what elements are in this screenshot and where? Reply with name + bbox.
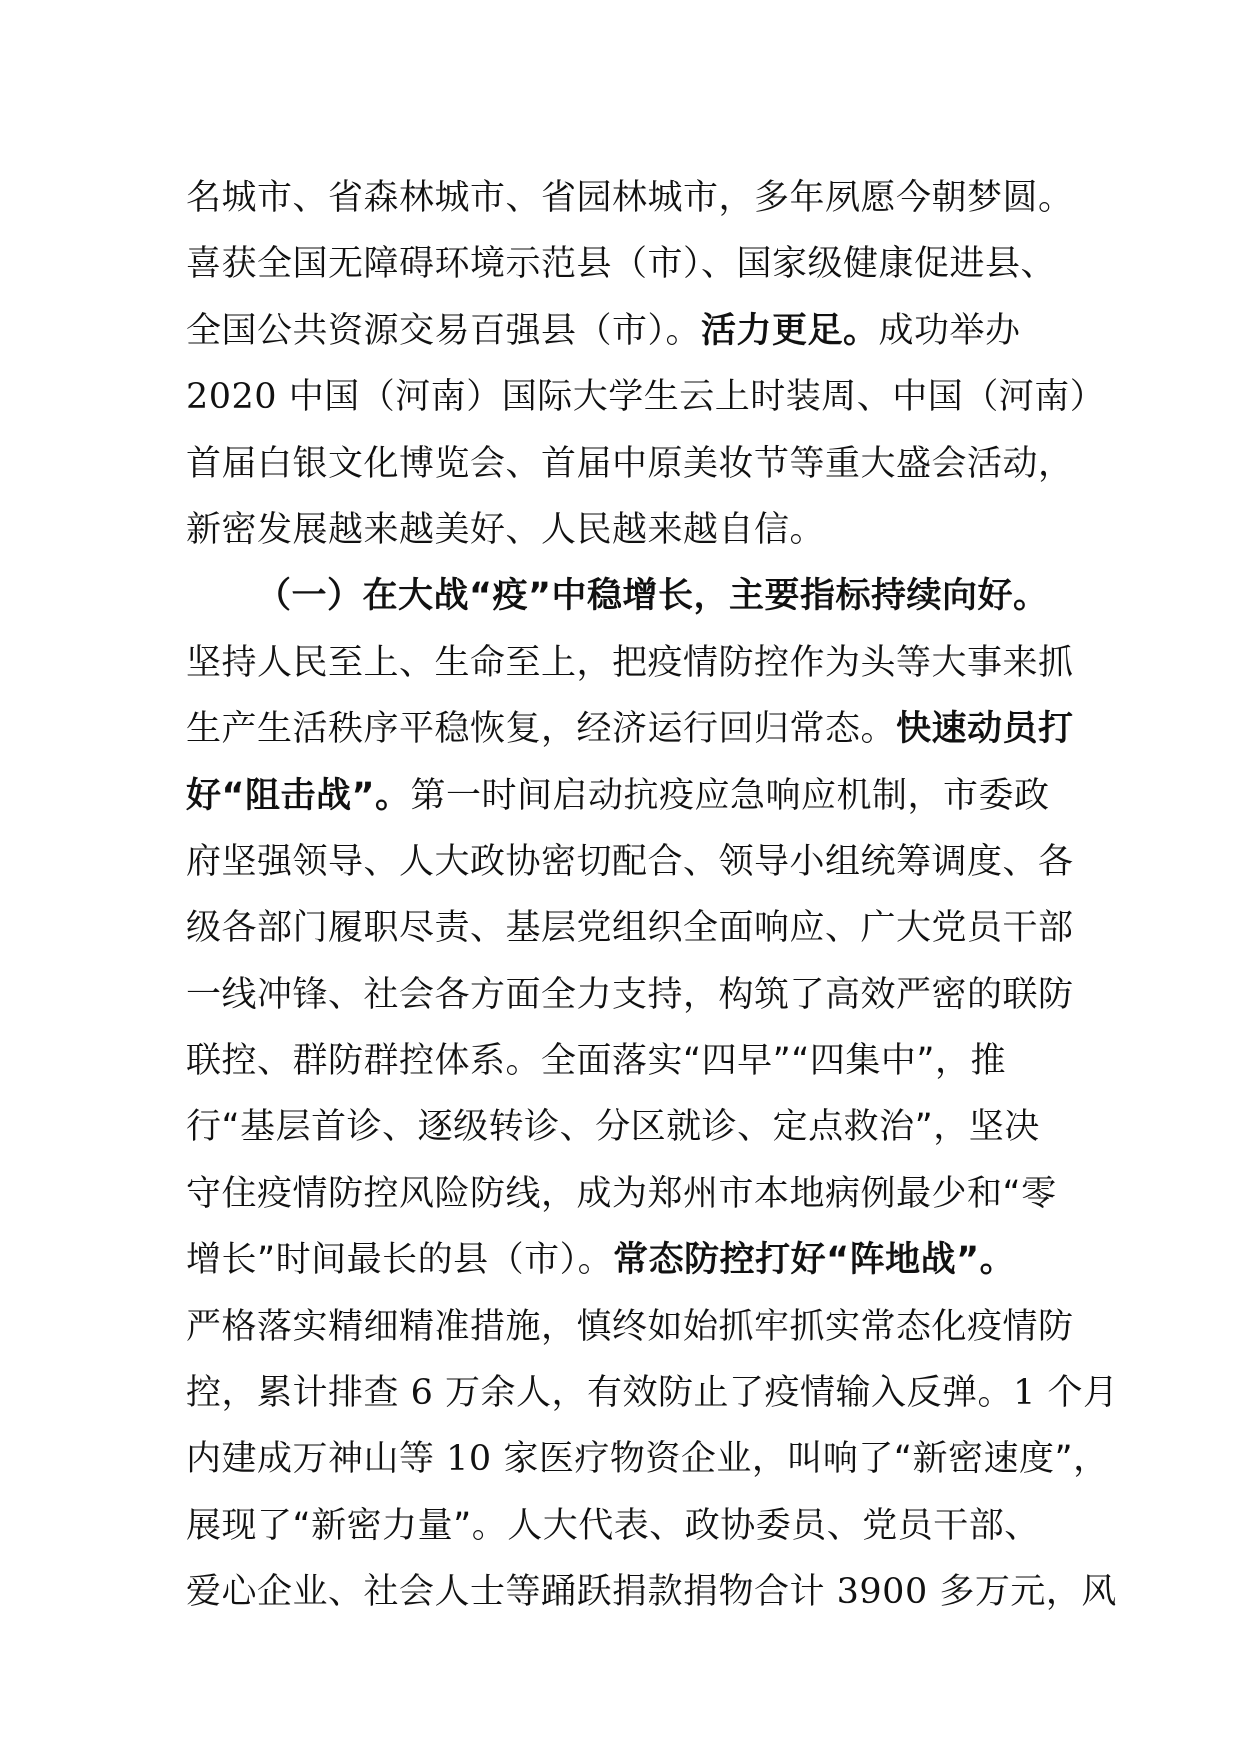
- paragraph-line: [186, 1360, 1119, 1426]
- paragraph-line: [186, 1227, 1056, 1293]
- text-segment: 首届白银文化博览会、首届中原美妆节等重大盛会活动，: [186, 443, 1074, 484]
- text-segment: 生产生活秩序平稳恢复，经济运行回归常态。: [186, 709, 897, 750]
- text-segment: 坚持人民至上、生命至上，把疫情防控作为头等大事来抓: [186, 642, 1074, 683]
- text-segment: 6: [410, 1373, 434, 1414]
- text-segment: 第一时间启动抗疫应急响应机制，市委政: [410, 775, 1050, 816]
- bold-text-segment: 快速动员打: [896, 709, 1074, 750]
- text-segment: 家医疗物资企业，叫响了“新密速度”，: [491, 1439, 1109, 1480]
- text-segment: 增长”时间最长的县（市）。: [186, 1240, 614, 1281]
- text-segment: 行“基层首诊、逐级转诊、分区就诊、定点救治”，坚决: [186, 1107, 1040, 1148]
- text-segment: 全国公共资源交易百强县（市）。: [186, 310, 702, 351]
- paragraph-line: [186, 1094, 1056, 1160]
- text-segment: 展现了“新密力量”。人大代表、政协委员、党员干部、: [186, 1505, 1040, 1546]
- text-segment: 1: [1013, 1373, 1036, 1414]
- paragraph-line: [186, 1028, 1056, 1094]
- bold-text-segment: 活力更足。: [701, 310, 879, 351]
- text-segment: 级各部门履职尽责、基层党组织全面响应、广大党员干部: [186, 908, 1074, 949]
- paragraph-line: [186, 431, 1074, 497]
- text-segment: 守住疫情防控风险防线，成为郑州市本地病例最少和“零: [186, 1173, 1057, 1214]
- paragraph-line: [186, 1294, 1074, 1360]
- paragraph-line: [186, 630, 1074, 696]
- paragraph-line: [186, 962, 1074, 1028]
- text-segment: 成功举办: [878, 310, 1021, 351]
- text-segment: 个月: [1035, 1373, 1119, 1414]
- bold-text-segment: 好“阻击战”。: [186, 775, 411, 816]
- text-segment: 严格落实精细精准措施，慎终如始抓牢抓实常态化疫情防: [186, 1306, 1074, 1347]
- text-segment: 控，累计排查: [186, 1373, 411, 1414]
- text-segment: 万余人，有效防止了疫情输入反弹。: [433, 1373, 1014, 1414]
- paragraph-line: [186, 231, 1056, 297]
- text-segment: 10: [446, 1439, 492, 1480]
- text-segment: 府坚强领导、人大政协密切配合、领导小组统筹调度、各: [186, 841, 1074, 882]
- paragraph-line: [186, 497, 1056, 563]
- body-text: [186, 165, 1119, 1626]
- paragraph-line: [186, 1426, 1109, 1492]
- paragraph-line: [186, 696, 1074, 762]
- text-segment: 2020: [186, 377, 278, 418]
- paragraph-line: [186, 298, 1056, 364]
- bold-text-segment: 常态防控打好“阵地战”。: [613, 1240, 1016, 1281]
- paragraph-line: [186, 829, 1074, 895]
- text-segment: 中国（河南）国际大学生云上时装周、中国（河南）: [277, 377, 1106, 418]
- text-segment: 名城市、省森林城市、省园林城市，多年夙愿今朝梦圆。: [186, 178, 1074, 218]
- text-segment: 3900: [836, 1572, 928, 1613]
- paragraph-line: [186, 1493, 1056, 1559]
- text-segment: 爱心企业、社会人士等踊跃捐款捐物合计: [186, 1572, 837, 1613]
- paragraph-line: [186, 364, 1106, 430]
- text-segment: 喜获全国无障碍环境示范县（市）、国家级健康促进县、: [186, 244, 1057, 285]
- paragraph-line: [186, 1161, 1056, 1227]
- text-segment: 新密发展越来越美好、人民越来越自信。: [186, 509, 826, 550]
- text-segment: 一线冲锋、社会各方面全力支持，构筑了高效严密的联防: [186, 974, 1074, 1015]
- paragraph-line: [186, 1559, 1117, 1625]
- paragraph-line: [186, 763, 1056, 829]
- bold-text-segment: （一）在大战“疫”中稳增长，主要指标持续向好。: [256, 576, 1049, 617]
- text-segment: 联控、群防群控体系。全面落实“四早”“四集中”，推: [186, 1041, 1007, 1082]
- section-heading-line: [186, 563, 1056, 629]
- paragraph-line: [186, 895, 1074, 961]
- text-segment: 内建成万神山等: [186, 1439, 447, 1480]
- paragraph-line: [186, 165, 1074, 231]
- text-segment: 多万元，风: [927, 1572, 1117, 1613]
